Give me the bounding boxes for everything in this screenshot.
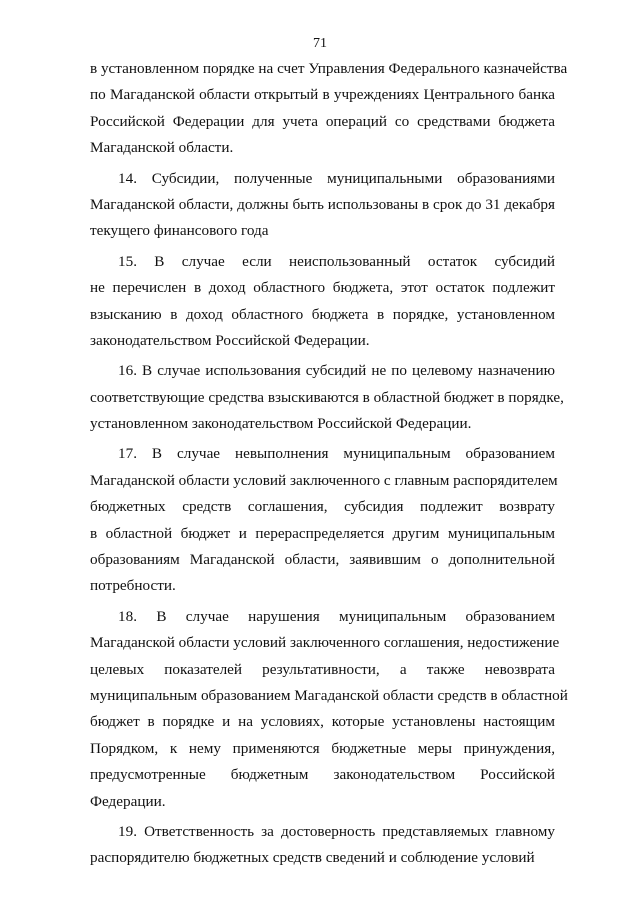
- document-body: [90, 56, 568, 872]
- text-line: в установленном порядке на счет Управления Федерального казначейства: [90, 60, 568, 77]
- text-line: потребности.: [90, 577, 176, 595]
- text-line: распорядителю бюджетных средств сведений и соблюдение условий: [90, 849, 535, 867]
- paragraph-continuation: [90, 56, 568, 162]
- page-number: 71: [313, 36, 327, 51]
- text-line: Федерации.: [90, 792, 166, 810]
- paragraph-16: [90, 358, 564, 437]
- paragraph-14: [90, 166, 555, 245]
- text-line: 15. В случае если неиспользованный остаток субсидий: [118, 252, 555, 270]
- text-line: установленном законодательством Российской Федерации.: [90, 415, 472, 433]
- text-line: текущего финансового года: [90, 222, 269, 240]
- text-line: образованиям Магаданской области, заявившим о дополнительной: [90, 551, 555, 569]
- text-line: бюджетных средств соглашения, субсидия подлежит возврату: [90, 498, 555, 516]
- text-line: 16. В случае использования субсидий не по целевому назначению: [118, 362, 555, 380]
- text-line: не перечислен в доход областного бюджета, этот остаток подлежит: [90, 279, 555, 297]
- text-line: 18. В случае нарушения муниципальным образованием: [118, 607, 555, 625]
- text-line: предусмотренные бюджетным законодательством Российской: [90, 766, 555, 784]
- paragraph-19: [90, 819, 555, 872]
- text-line: Магаданской области.: [90, 139, 234, 157]
- text-line: Магаданской области, должны быть использованы в срок до 31 декабря: [90, 195, 555, 213]
- text-line: соответствующие средства взыскиваются в областной бюджет в порядке,: [90, 388, 564, 406]
- text-line: целевых показателей результативности, а также невозврата: [90, 660, 555, 678]
- text-line: Российской Федерации для учета операций со средствами бюджета: [90, 112, 555, 130]
- paragraph-15: [90, 249, 555, 355]
- paragraph-17: [90, 441, 558, 599]
- text-line: 19. Ответственность за достоверность представляемых главному: [118, 822, 555, 840]
- text-line: Магаданской области условий заключенного с главным распорядителем: [90, 471, 558, 489]
- text-line: взысканию в доход областного бюджета в порядке, установленном: [90, 305, 555, 323]
- text-line: Порядком, к нему применяются бюджетные меры принуждения,: [90, 739, 555, 757]
- text-line: Магаданской области условий заключенного соглашения, недостижение: [90, 634, 560, 652]
- text-line: 14. Субсидии, полученные муниципальными образованиями: [118, 169, 555, 187]
- paragraph-18: [90, 604, 568, 815]
- text-line: муниципальным образованием Магаданской области средств в областной: [90, 686, 568, 704]
- text-line: 17. В случае невыполнения муниципальным образованием: [118, 445, 555, 463]
- text-line: бюджет в порядке и на условиях, которые установлены настоящим: [90, 713, 555, 731]
- text-line: по Магаданской области открытый в учреждениях Центрального банка: [90, 86, 555, 104]
- text-line: законодательством Российской Федерации.: [90, 331, 370, 349]
- text-line: в областной бюджет и перераспределяется другим муниципальным: [90, 524, 555, 542]
